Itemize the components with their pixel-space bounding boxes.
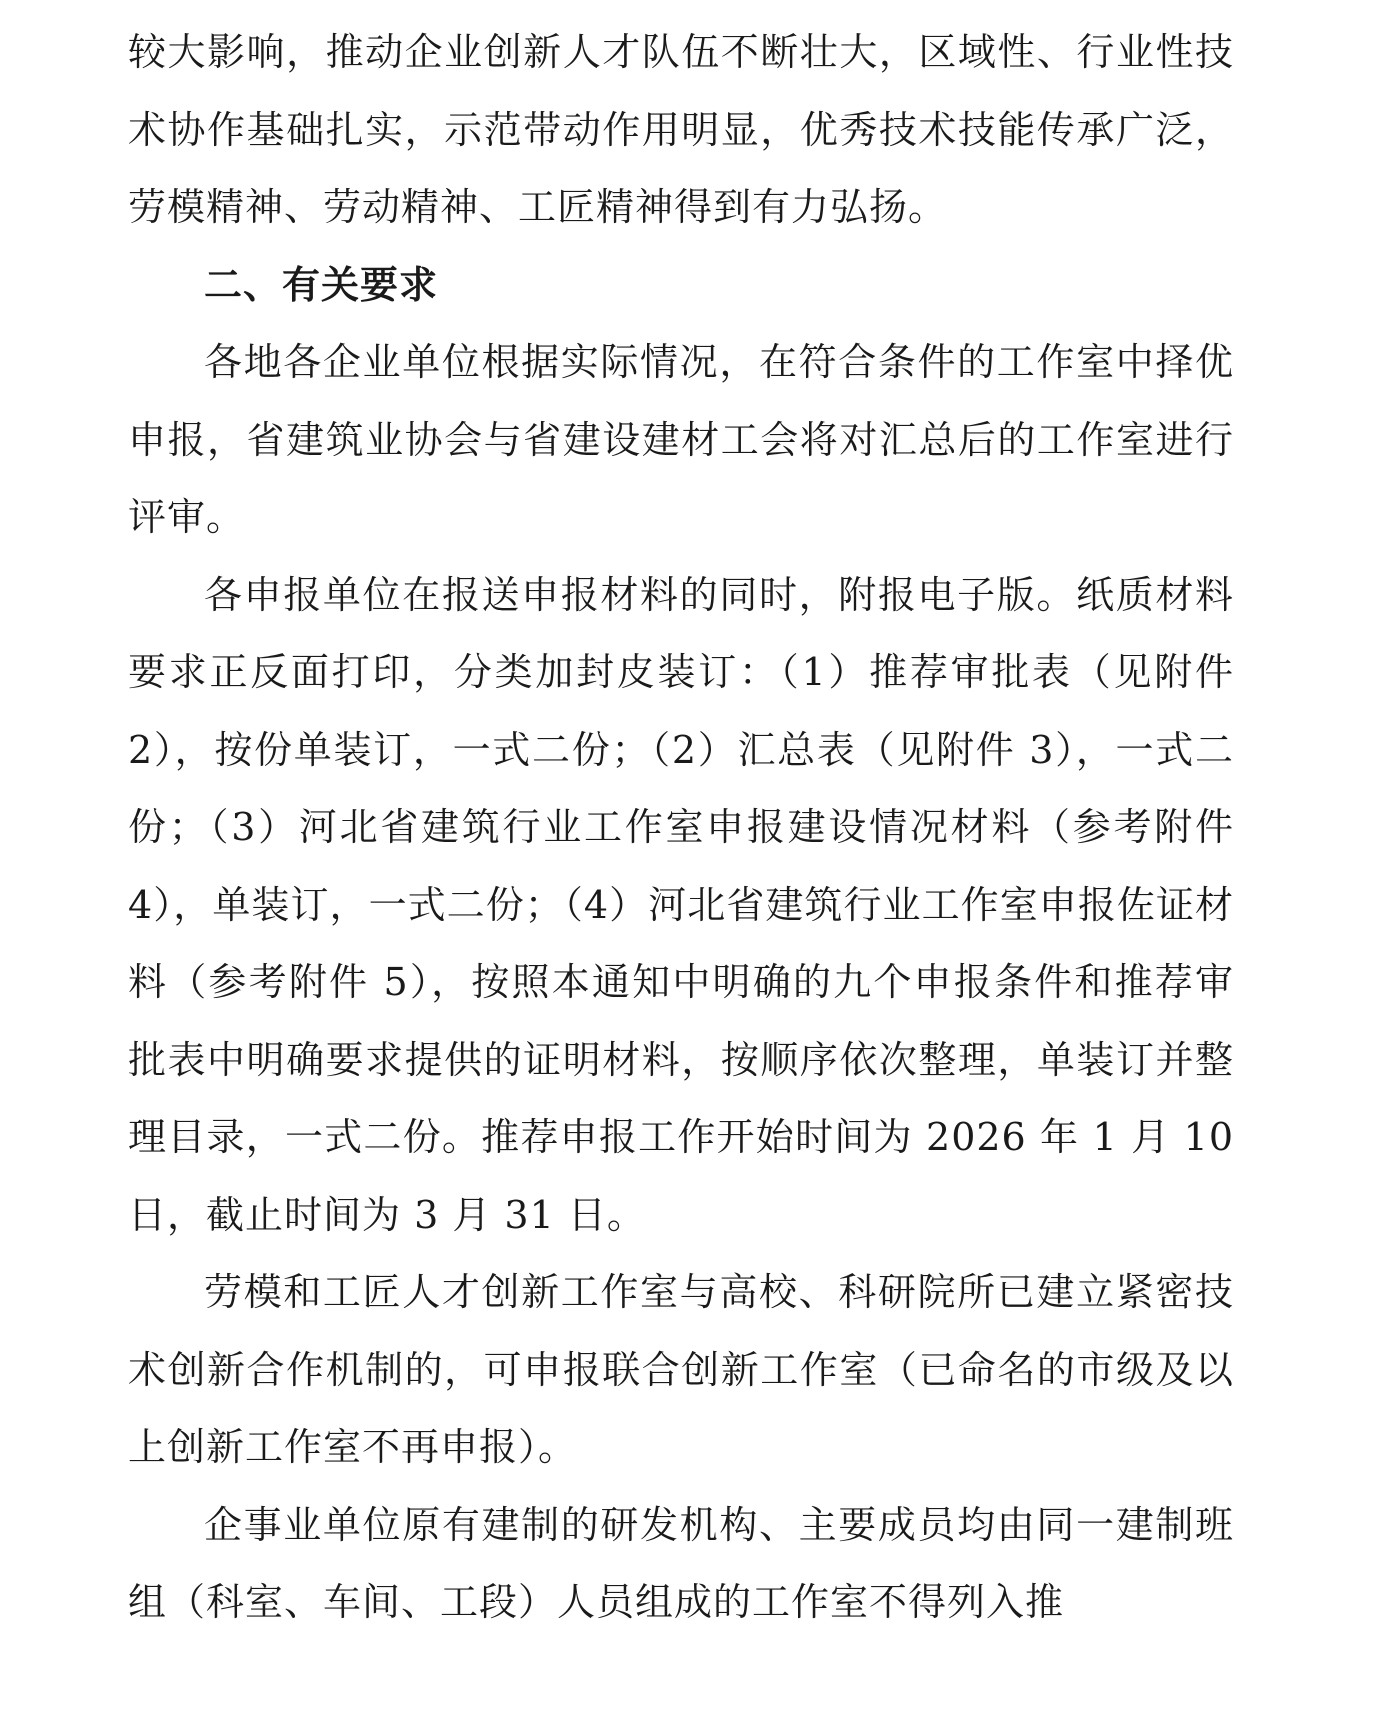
paragraph-continued: 较大影响，推动企业创新人才队伍不断壮大，区域性、行业性技术协作基础扎实，示范带动作用明显，优秀技术技能传承广泛，劳模精神、劳动精神、工匠精神得到有力弘扬。: [128, 30, 1234, 229]
paragraph-review: 各地各企业单位根据实际情况，在符合条件的工作室中择优申报，省建筑业协会与省建设建材工会将对汇总后的工作室进行评审。: [128, 340, 1234, 539]
section-heading: 二、有关要求: [204, 262, 439, 307]
document-body: [128, 14, 1234, 1642]
paragraph-exclusion: 企事业单位原有建制的研发机构、主要成员均由同一建制班组（科室、车间、工段）人员组成的工作室不得列入推: [128, 1502, 1234, 1624]
paragraph-joint-studio: 劳模和工匠人才创新工作室与高校、科研院所已建立紧密技术创新合作机制的，可申报联合创新工作室（已命名的市级及以上创新工作室不再申报）。: [128, 1270, 1234, 1469]
paragraph-materials: 各申报单位在报送申报材料的同时，附报电子版。纸质材料要求正反面打印，分类加封皮装订：（1）推荐审批表（见附件 2），按份单装订，一式二份；（2）汇总表（见附件 3），一式二份；（3）河北省建筑行业工作室申报建设情况材料（参考附件 4），单装订，一式二份；（4）河北省建筑行业工作室申报佐证材料（参考附件 5），按照本通知中明确的九个申报条件和推荐审批表中明确要求提供的证明材料，按顺序依次整理，单装订并整理目录，一式二份。推荐申报工作开始时间为 2026 年 1 月 10 日，截止时间为 3 月 31 日。: [128, 572, 1234, 1237]
